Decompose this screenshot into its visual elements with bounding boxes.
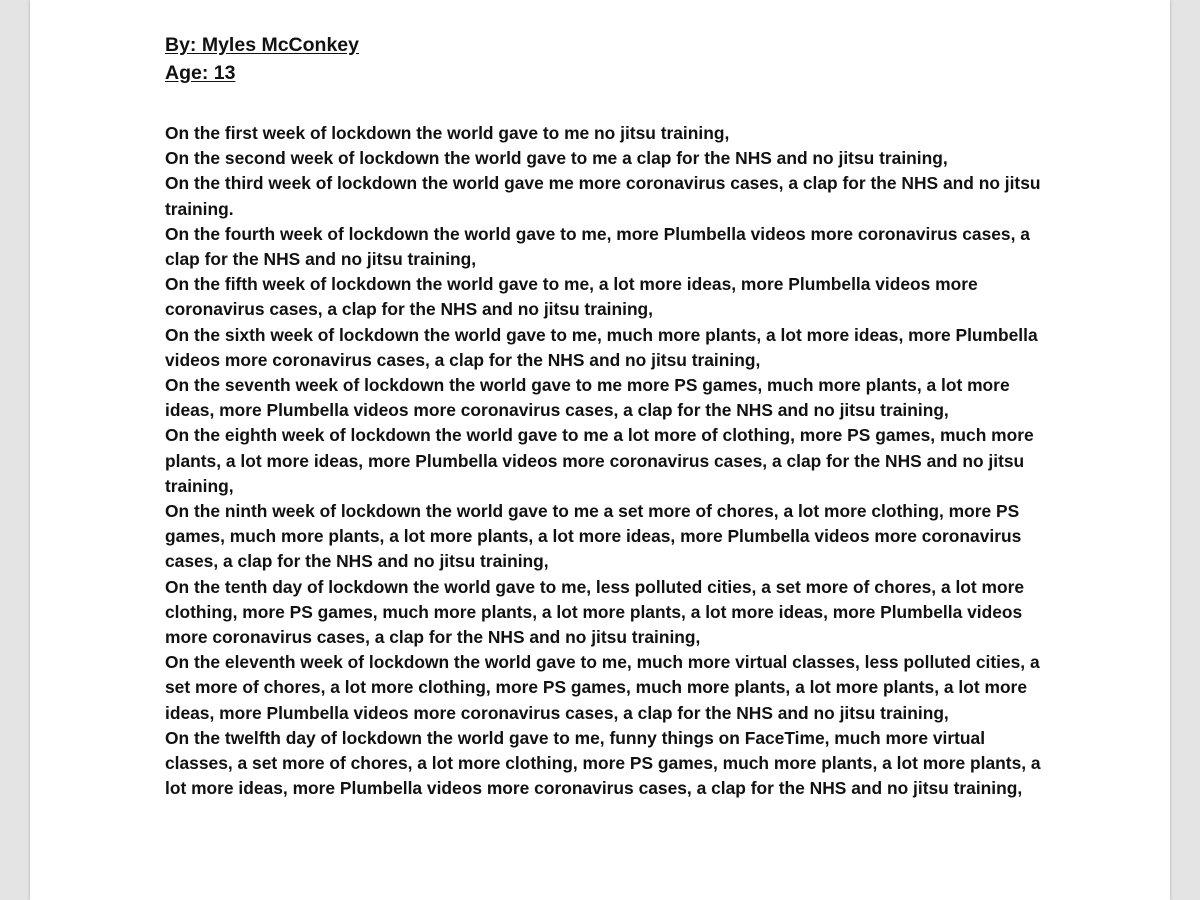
verse-day-10: On the tenth day of lockdown the world gave to me, less polluted cities, a set more of chores, a lot more clothing, more PS games, much more plants, a lot more plants, a lot more ideas, more Plumbella videos more coronavirus cases, a clap for the NHS and no jitsu training, — [165, 576, 1025, 648]
verse-week-6: On the sixth week of lockdown the world gave to me, much more plants, a lot more ideas, more Plumbella videos more coronavirus cases, a clap for the NHS and no jitsu training, — [165, 324, 1038, 370]
poem-content — [165, 31, 1055, 801]
verse-week-7: On the seventh week of lockdown the world gave to me more PS games, much more plants, a lot more ideas, more Plumbella videos more coronavirus cases, a clap for the NHS and no jitsu training, — [165, 375, 1010, 421]
verse-week-4: On the fourth week of lockdown the world gave to me, more Plumbella videos more coronavirus cases, a clap for the NHS and no jitsu training, — [165, 223, 1030, 270]
verse-week-1: On the first week of lockdown the world gave to me no jitsu training, — [165, 123, 730, 143]
author-line: By: Myles McConkey — [165, 34, 359, 56]
verse-week-2: On the second week of lockdown the world gave to me a clap for the NHS and no jitsu training, — [165, 148, 948, 169]
verse-day-12: On the twelfth day of lockdown the world gave to me, funny things on FaceTime, much more virtual classes, a set more of chores, a lot more clothing, more PS games, much more plants, a lot more plants, a lot more ideas, more Plumbella videos more coronavirus cases, a clap for the NHS and no jitsu training, — [165, 727, 1041, 799]
verse-week-5: On the fifth week of lockdown the world gave to me, a lot more ideas, more Plumbella videos more coronavirus cases, a clap for the NHS and no jitsu training, — [165, 274, 978, 320]
header-spacer — [165, 87, 1055, 121]
verse-week-3: On the third week of lockdown the world gave me more coronavirus cases, a clap for the NHS and no jitsu training. — [165, 173, 1041, 219]
age-line: Age: 13 — [165, 62, 236, 84]
verse-week-8: On the eighth week of lockdown the world gave to me a lot more of clothing, more PS games, much more plants, a lot more ideas, more Plumbella videos more coronavirus cases, a clap for the NHS and no jitsu training, — [165, 425, 1034, 496]
verse-week-11: On the eleventh week of lockdown the world gave to me, much more virtual classes, less polluted cities, a set more of chores, a lot more clothing, more PS games, much more plants, a lot more plants, a lot more ideas, more Plumbella videos more coronavirus cases, a clap for the NHS and no jitsu training, — [165, 652, 1040, 723]
verse-week-9: On the ninth week of lockdown the world gave to me a set more of chores, a lot more clothing, more PS games, much more plants, a lot more plants, a lot more ideas, more Plumbella videos more coronavirus cases, a clap for the NHS and no jitsu training, — [165, 501, 1022, 572]
document-page — [30, 0, 1170, 900]
